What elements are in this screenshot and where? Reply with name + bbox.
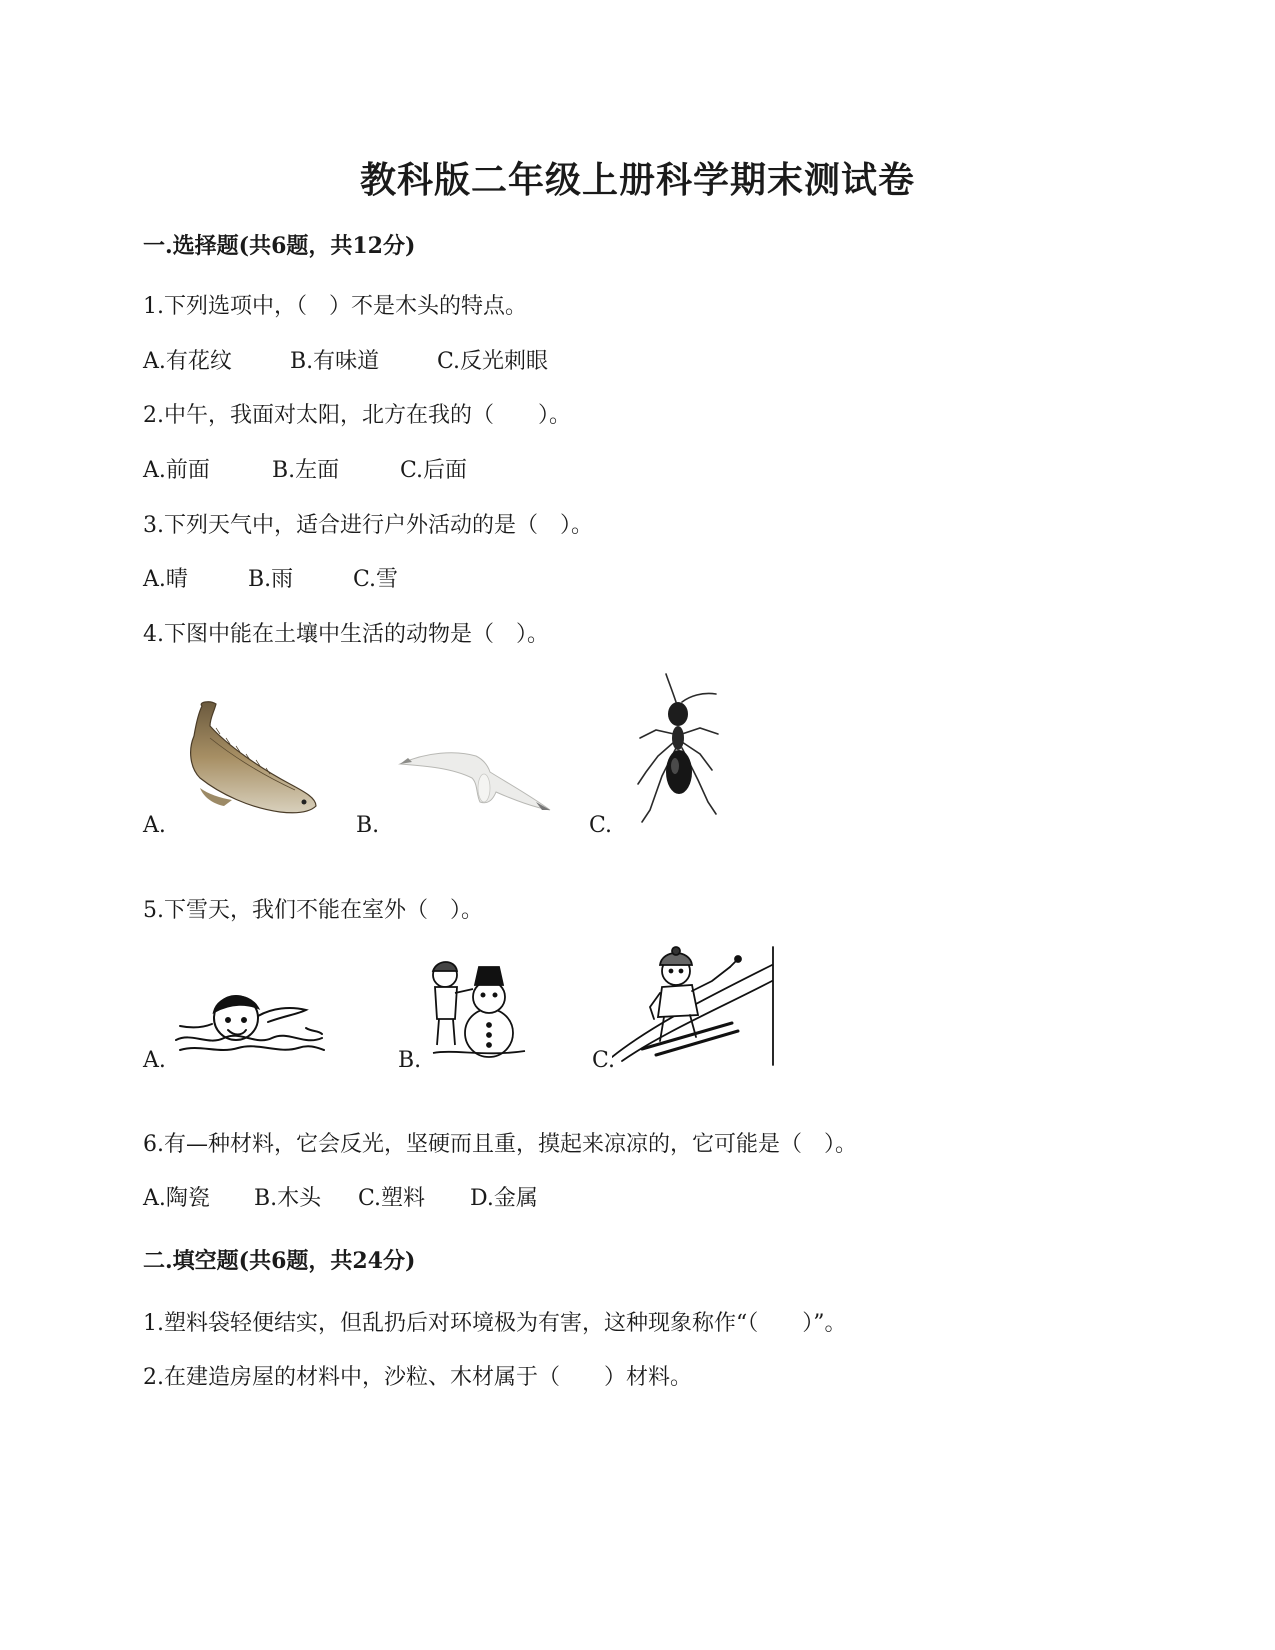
- page-title: 教科版二年级上册科学期末测试卷: [359, 159, 915, 201]
- section-heading-fill: 二.填空题(共6题，共24分): [143, 1248, 416, 1274]
- option-1-2-a: A.前面: [143, 458, 210, 483]
- option-1-3-b: B.雨: [248, 567, 294, 592]
- question-2-2: 2.在建造房屋的材料中，沙粒、木材属于（ ）材料。: [143, 1365, 692, 1390]
- question-1-5: 5.下雪天，我们不能在室外（ ）。: [143, 898, 483, 923]
- swimming-icon: [172, 988, 332, 1060]
- option-1-1-a: A.有花纹: [143, 349, 232, 374]
- question-1-6: 6.有—种材料，它会反光，坚硬而且重，摸起来凉凉的，它可能是（ ）。: [143, 1132, 857, 1157]
- question-1-1: 1.下列选项中，（ ）不是木头的特点。: [143, 294, 527, 319]
- option-1-3-c: C.雪: [353, 567, 399, 592]
- option-1-6-b: B.木头: [254, 1186, 322, 1211]
- question-2-1: 1.塑料袋轻便结实，但乱扔后对环境极为有害，这种现象称作“（ ）”。: [143, 1311, 847, 1336]
- option-1-1-b: B.有味道: [290, 349, 380, 374]
- option-1-6-c: C.塑料: [358, 1186, 426, 1211]
- option-1-1-c: C.反光刺眼: [437, 349, 549, 374]
- option-1-3-a: A.晴: [143, 567, 188, 592]
- seagull-icon: [396, 738, 556, 818]
- option-1-2-c: C.后面: [400, 458, 468, 483]
- option-1-2-b: B.左面: [272, 458, 340, 483]
- question-1-4: 4.下图中能在土壤中生活的动物是（ ）。: [143, 622, 549, 647]
- question-1-2: 2.中午，我面对太阳，北方在我的（ ）。: [143, 403, 571, 428]
- option-1-4-a: A.: [143, 813, 166, 838]
- snowman-icon: [425, 953, 535, 1061]
- skiing-icon: [612, 945, 777, 1067]
- option-1-6-a: A.陶瓷: [143, 1186, 210, 1211]
- option-1-4-b: B.: [356, 813, 380, 838]
- ant-icon: [628, 672, 728, 834]
- fish-icon: [180, 698, 325, 823]
- option-1-5-b: B.: [398, 1048, 422, 1073]
- section-heading-choice: 一.选择题(共6题，共12分): [143, 233, 416, 259]
- option-1-4-c: C.: [589, 813, 613, 838]
- question-1-3: 3.下列天气中，适合进行户外活动的是（ ）。: [143, 513, 593, 538]
- option-1-5-c: C.: [592, 1048, 616, 1073]
- option-1-5-a: A.: [143, 1048, 166, 1073]
- option-1-6-d: D.金属: [470, 1186, 538, 1211]
